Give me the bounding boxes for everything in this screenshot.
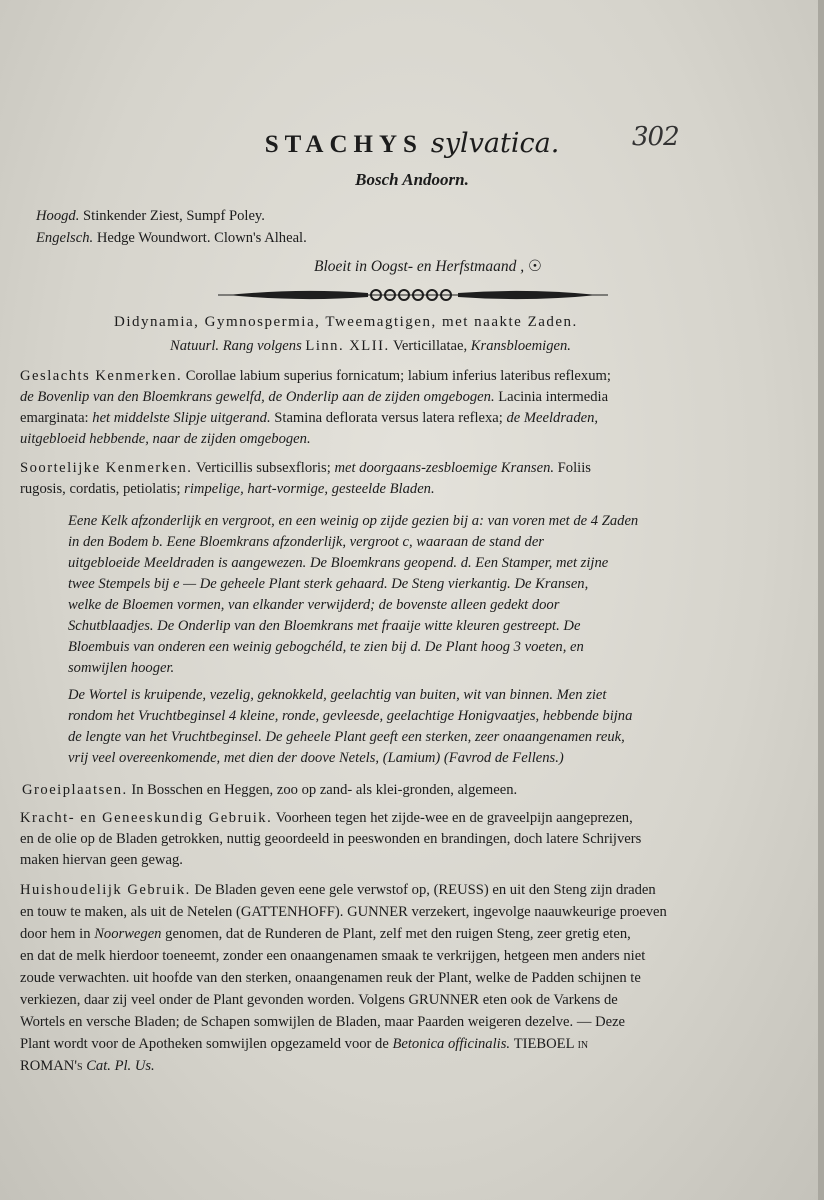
dutch-name: Bosch Andoorn. xyxy=(355,170,469,189)
geslachts-text: Corollae labium superius fornicatum; labium inferius lateribus reflexum; xyxy=(185,368,611,384)
classification-line2 xyxy=(170,336,571,357)
geslachts-line-3 xyxy=(20,408,598,429)
huishoudelijk-italic: Noorwegen xyxy=(94,926,162,942)
page-title xyxy=(0,128,824,159)
geslachts-text: Stamina deflorata versus latera reflexa; xyxy=(274,410,503,426)
ornamental-divider xyxy=(218,284,608,306)
huishoudelijk-line-7: Wortels en versche Bladen; de Schapen somwijlen de Bladen, maar Paarden weigeren dezelve. — Deze xyxy=(20,1014,626,1030)
description-line: in den Bodem b. Eene Bloemkrans afzonderlijk, vergroot c, waaraan de stand der xyxy=(68,534,544,550)
engelsch-text: Hedge Woundwort. Clown's Alheal. xyxy=(96,230,307,246)
huishoudelijk-line-3 xyxy=(20,924,631,945)
hoogd-label: Hoogd. xyxy=(36,208,80,224)
huishoudelijk-line-9 xyxy=(20,1056,155,1077)
kracht-line-1 xyxy=(20,808,633,829)
kracht-heading: Kracht- en Geneeskundig Gebruik. xyxy=(20,810,273,826)
engelsch-label: Engelsch. xyxy=(36,230,94,246)
soortelijke-line-1 xyxy=(20,458,591,479)
description-line: de lengte van het Vruchtbeginsel. De geheele Plant geeft een sterken, zeer onaangenamen reuk, xyxy=(68,729,625,745)
huishoudelijk-line-1 xyxy=(20,880,656,901)
classification-line1: Didynamia, Gymnospermia, Tweemagtigen, met naakte Zaden. xyxy=(114,314,578,330)
groeiplaatsen-heading: Groeiplaatsen. xyxy=(22,782,128,798)
huishoudelijk-line-5: zoude verwachten. uit hoofde van den sterken, onaangenamen reuk der Plant, welke de Padden schijnen te xyxy=(20,970,641,986)
groeiplaatsen-line xyxy=(22,780,517,801)
soortelijke-text: rugosis, cordatis, petiolatis; xyxy=(20,481,181,497)
verticillatae: Verticillatae, xyxy=(392,338,468,354)
bloeit-line xyxy=(314,256,542,277)
geslachts-italic: het middelste Slipje uitgerand. xyxy=(92,410,271,426)
bloeit-text: Bloeit in Oogst- en Herfstmaand , xyxy=(314,258,525,275)
geslachts-text: emarginata: xyxy=(20,410,89,426)
soortelijke-heading: Soortelijke Kenmerken. xyxy=(20,460,193,476)
huishoudelijk-italic: Betonica officinalis. xyxy=(392,1036,511,1052)
hoogd-text: Stinkender Ziest, Sumpf Poley. xyxy=(83,208,265,224)
rang-label: Natuurl. Rang volgens xyxy=(170,338,302,354)
kracht-line-3: maken hiervan geen gewag. xyxy=(20,852,183,868)
soortelijke-italic: met doorgaans-zesbloemige Kransen. xyxy=(334,460,555,476)
soortelijke-line-2 xyxy=(20,479,435,500)
soortelijke-text: Verticillis subsexfloris; xyxy=(195,460,331,476)
huishoudelijk-line-2: en touw te maken, als uit de Netelen (GATTENHOFF). GUNNER verzekert, ingevolge naauwkeurige proeven xyxy=(20,904,667,920)
description-line: somwijlen hooger. xyxy=(68,660,175,676)
huishoudelijk-italic: Cat. Pl. Us. xyxy=(86,1058,155,1074)
kracht-line-2: en de olie op de Bladen getrokken, nuttig geoordeeld in peeswonden en brandingen, doch latere Schrijvers xyxy=(20,831,642,847)
handwritten-number: 302 xyxy=(632,122,679,152)
sun-symbol: ☉ xyxy=(527,258,542,275)
description-line: Schutblaadjes. De Onderlip van den Bloemkrans met fraaije witte kleuren gestreept. De xyxy=(68,618,581,634)
huishoudelijk-heading: Huishoudelijk Gebruik. xyxy=(20,882,191,898)
description-line: welke de Bloemen vormen, van elkander verwijderd; de bovenste alleen gedekt door xyxy=(68,597,560,613)
description-line: Eene Kelk afzonderlijk en vergroot, en een weinig op zijde gezien bij a: van voren met de 4 Zaden xyxy=(68,513,639,529)
description-line: Bloembuis van onderen een weinig gebogchéld, te zien bij d. De Plant hoog 3 voeten, en xyxy=(68,639,584,655)
huishoudelijk-text: Plant wordt voor de Apotheken somwijlen opgezameld voor de xyxy=(20,1036,389,1052)
title-genus: STACHYS xyxy=(264,131,423,158)
huishoudelijk-text: door hem in xyxy=(20,926,91,942)
huishoudelijk-text: ROMAN's xyxy=(20,1058,83,1074)
geslachts-text: Lacinia intermedia xyxy=(498,389,609,405)
description-line: rondom het Vruchtbeginsel 4 kleine, ronde, gevleesde, geelachtige Honigvaatjes, hebbende bijna xyxy=(68,708,633,724)
groeiplaatsen-text: In Bosschen en Heggen, zoo op zand- als klei-gronden, algemeen. xyxy=(131,782,518,798)
geslachts-italic: de Meeldraden, xyxy=(506,410,599,426)
description-line: twee Stempels bij e — De geheele Plant sterk gehaard. De Steng vierkantig. De Kransen, xyxy=(68,576,589,592)
linn-ref: Linn. XLII. xyxy=(305,338,390,354)
description-line: De Wortel is kruipende, vezelig, geknokkeld, geelachtig van buiten, wit van binnen. Men ziet xyxy=(68,687,607,703)
huishoudelijk-text: De Bladen geven eene gele verwstof op, (REUSS) en uit den Steng zijn draden xyxy=(194,882,656,898)
geslachts-italic: de Bovenlip van den Bloemkrans gewelfd, de Onderlip aan de zijden omgebogen. xyxy=(20,389,495,405)
geslachts-line-2 xyxy=(20,387,608,408)
hoogd-line xyxy=(36,206,265,227)
huishoudelijk-line-4: en dat de melk hierdoor toeneemt, zonder een onaangenamen smaak te verkrijgen, hetgeen men anders niet xyxy=(20,948,646,964)
geslachts-line-1 xyxy=(20,366,611,387)
description-line: vrij veel overeenkomende, met dien der doove Netels, (Lamium) (Favrod de Fellens.) xyxy=(68,750,564,766)
geslachts-line-4 xyxy=(20,429,311,450)
engelsch-line xyxy=(36,228,307,249)
kransbloemigen: Kransbloemigen. xyxy=(470,338,571,354)
description-line: uitgebloeide Meeldraden is aangewezen. De Bloemkrans geopend. d. Een Stamper, met zijne xyxy=(68,555,609,571)
title-species: sylvatica. xyxy=(430,128,560,159)
huishoudelijk-line-8 xyxy=(20,1034,588,1055)
soortelijke-italic: rimpelige, hart-vormige, gesteelde Bladen. xyxy=(184,481,435,497)
geslachts-heading: Geslachts Kenmerken. xyxy=(20,368,183,384)
huishoudelijk-text: TIEBOEL in xyxy=(513,1036,589,1052)
huishoudelijk-line-6: verkiezen, daar zij veel onder de Plant gevonden worden. Volgens GRUNNER eten ook de Varkens de xyxy=(20,992,618,1008)
soortelijke-text: Foliis xyxy=(557,460,591,476)
huishoudelijk-text: genomen, dat de Runderen de Plant, zelf met den ruigen Steng, zeer gretig eten, xyxy=(165,926,631,942)
geslachts-italic: uitgebloeid hebbende, naar de zijden omgebogen. xyxy=(20,431,311,447)
kracht-text: Voorheen tegen het zijde-wee en de graveelpijn aangeprezen, xyxy=(275,810,633,826)
